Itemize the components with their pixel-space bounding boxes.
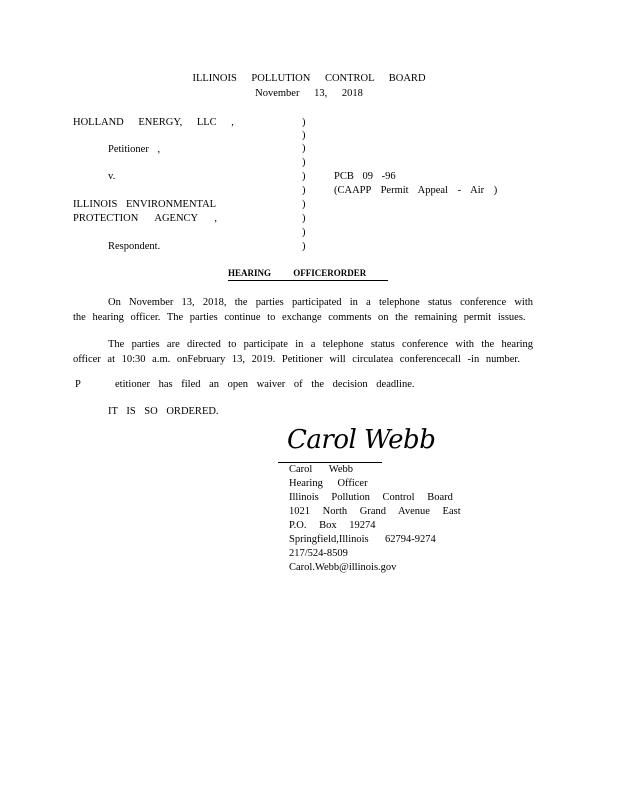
order-title-underline xyxy=(228,280,388,281)
signer-title: Hearing Officer xyxy=(289,478,368,489)
paragraph-3-initial: P xyxy=(75,379,81,390)
board-name: ILLINOIS POLLUTION CONTROL BOARD xyxy=(192,73,426,84)
paragraph-3-text: etitioner has filed an open waiver of the decision deadline. xyxy=(115,379,415,390)
caption-paren: ) xyxy=(302,199,306,210)
versus: v. xyxy=(108,171,116,182)
respondent-line2: PROTECTION AGENCY , xyxy=(73,213,217,224)
caption-paren: ) xyxy=(302,117,306,128)
signer-zip: 62794-9274 xyxy=(385,534,436,545)
case-number: PCB 09 -96 xyxy=(334,171,396,182)
respondent-line1: ILLINOIS ENVIRONMENTAL xyxy=(73,199,217,210)
closing: IT IS SO ORDERED. xyxy=(108,406,219,417)
paragraph-1 xyxy=(73,295,533,325)
signer-org: Illinois Pollution Control Board xyxy=(289,492,453,503)
caption-paren: ) xyxy=(302,130,306,141)
signer-street: 1021 North Grand Avenue East xyxy=(289,506,461,517)
signer-po-box: P.O. Box 19274 xyxy=(289,520,376,531)
caption-paren: ) xyxy=(302,171,306,182)
caption-paren: ) xyxy=(302,157,306,168)
caption-paren: ) xyxy=(302,213,306,224)
signer-phone: 217/524-8509 xyxy=(289,548,348,559)
caption-paren: ) xyxy=(302,185,306,196)
paragraph-2 xyxy=(73,337,533,367)
caption-paren: ) xyxy=(302,143,306,154)
caption-paren: ) xyxy=(302,227,306,238)
paragraph-2-text: The parties are directed to participate in a telephone status conference with the hearing officer at 10:30 a.m. onFebruary 13, 2019. Petitioner will circulatea conferencecall -in number. xyxy=(73,339,533,365)
signer-city: Springfield,Illinois xyxy=(289,534,369,545)
petitioner-role: Petitioner , xyxy=(108,144,161,155)
order-date: November 13, 2018 xyxy=(255,88,363,99)
case-type: (CAAPP Permit Appeal - Air ) xyxy=(334,185,498,196)
handwritten-signature xyxy=(285,418,436,458)
petitioner-name: HOLLAND ENERGY, LLC , xyxy=(73,117,234,128)
respondent-role: Respondent. xyxy=(108,241,161,252)
order-title: HEARING OFFICERORDER xyxy=(228,268,367,278)
signer-name: Carol Webb xyxy=(289,464,353,475)
caption-paren: ) xyxy=(302,241,306,252)
paragraph-1-text: On November 13, 2018, the parties participated in a telephone status conference with the hearing officer. The parties continue to exchange comments on the remaining permit issues. xyxy=(73,297,533,323)
signature-text: Carol Webb xyxy=(287,425,436,455)
signer-email: Carol.Webb@illinois.gov xyxy=(289,562,397,573)
